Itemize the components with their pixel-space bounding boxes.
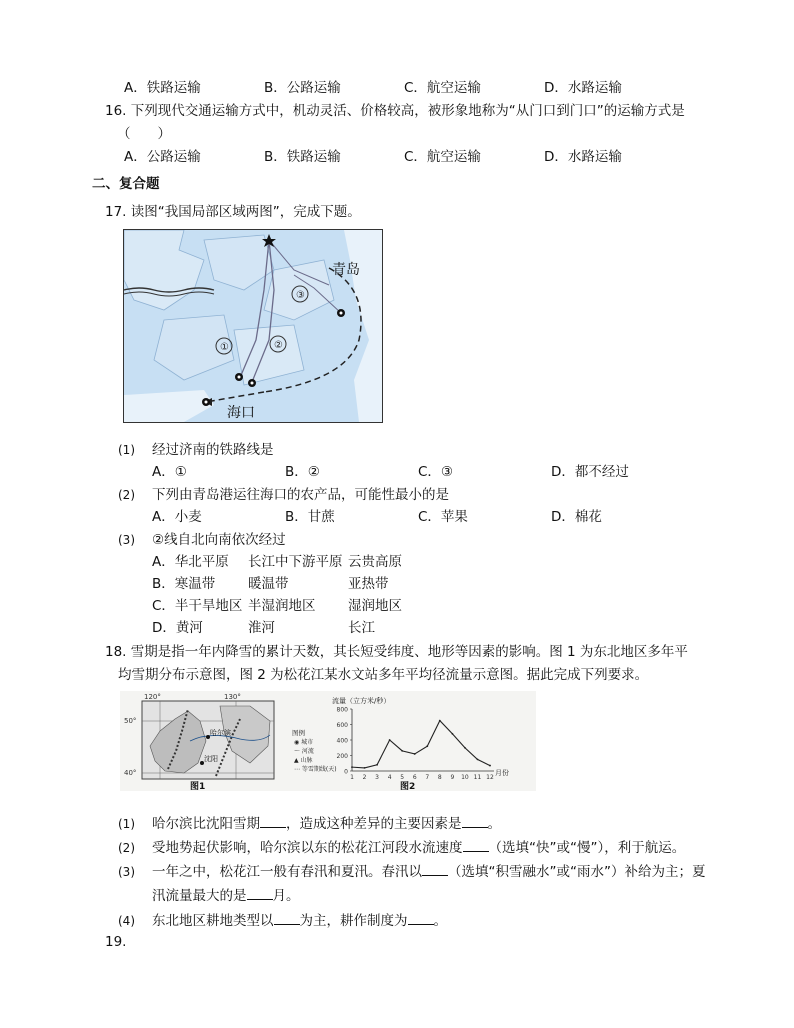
q17-sub2-text: 下列由青岛港运往海口的农产品，可能性最小的是: [152, 487, 449, 503]
q18-sub1-text-c: 。: [487, 816, 501, 832]
q18-sub4-blank-1[interactable]: [274, 911, 300, 925]
x-tick-label: 5: [400, 774, 405, 781]
runoff-chart: [337, 707, 494, 782]
x-tick-label: 10: [461, 774, 469, 781]
q18-line2: 均雪期分布示意图，图 2 为松花江某水文站多年平均径流量示意图。据此完成下列要求。: [118, 667, 649, 683]
y-tick-label: 200: [336, 753, 348, 760]
q17-stem: 17. 读图“我国局部区域两图”，完成下题。: [105, 204, 361, 220]
map-label-3: ③: [296, 290, 305, 301]
x-tick-label: 7: [425, 774, 430, 781]
q18-sub4-text-b: 为主，耕作制度为: [299, 913, 408, 929]
q18-sub4-blank-2[interactable]: [408, 911, 434, 925]
q18-sub4-num: (4): [118, 914, 135, 928]
x-tick-label: 9: [450, 774, 455, 781]
map-label-2: ②: [274, 340, 283, 351]
q18-sub3-cont-text-b: 月。: [272, 888, 300, 904]
q18-sub2-num: (2): [118, 841, 135, 855]
q17-sub2-option-b: B．甘蔗: [285, 509, 335, 525]
fig2-legend-river: ～ 河流: [294, 748, 314, 755]
map-label-qingdao: 青岛: [332, 262, 360, 278]
fig2-legend-mountain: ▲ 山脉: [294, 757, 313, 764]
y-tick-label: 800: [336, 706, 348, 714]
q18-figures-svg: [120, 691, 536, 791]
q17-sub2-option-a: A．小麦: [152, 509, 202, 525]
q17-sub3-row-a-label: A．华北平原: [152, 554, 229, 570]
y-tick-label: 0: [344, 768, 348, 776]
q17-sub3-row-d-label: D．黄河: [152, 620, 203, 636]
runoff-point: [477, 758, 479, 760]
q17-sub2-option-c: C．苹果: [418, 509, 468, 525]
q16-stem: 16. 下列现代交通运输方式中，机动灵活、价格较高，被形象地称为“从门口到门口”的运输方式是: [105, 103, 685, 119]
runoff-point: [451, 733, 453, 735]
q18-sub1-blank-1[interactable]: [260, 814, 286, 828]
runoff-point: [414, 753, 416, 755]
q18-sub4-text-a: 东北地区耕地类型以: [152, 913, 274, 929]
q17-sub1-option-c: C．③: [418, 464, 454, 480]
runoff-point: [364, 767, 366, 769]
q17-sub1-options: [152, 460, 684, 480]
q18-line1: 18. 雪期是指一年内降雪的累计天数，其长短受纬度、地形等因素的影响。图 1 为东北地区多年平: [105, 644, 688, 660]
q18-sub1-text-a: 哈尔滨比沈阳雪期: [152, 816, 260, 832]
q17-sub2-option-d: D．棉花: [551, 509, 602, 525]
q16-option-b: B．铁路运输: [264, 149, 341, 165]
runoff-point: [351, 766, 353, 768]
runoff-point: [389, 739, 391, 741]
q18-sub3-text-a: 一年之中，松花江一般有春汛和夏汛。春汛以: [152, 864, 422, 880]
q17-map: [123, 229, 383, 423]
q18-figures: [120, 691, 536, 791]
q17-sub3-row-c-label: C．半干旱地区: [152, 598, 243, 614]
q17-sub1-option-a: A．①: [152, 464, 187, 480]
x-tick-label: 8: [437, 774, 442, 781]
q17-sub3-row-b-c: 亚热带: [348, 576, 389, 592]
fig1-lat1: 50°: [124, 717, 137, 725]
q17-sub3-num: (3): [118, 533, 135, 547]
q17-sub3-row-a-b: 长江中下游平原: [248, 554, 343, 570]
fig2-legend-city: ◉ 城市: [294, 739, 314, 746]
q18-sub3-blank-2[interactable]: [247, 886, 273, 900]
q16-paren: （ ）: [117, 126, 171, 142]
y-tick-label: 400: [336, 737, 348, 745]
q17-sub2: [118, 483, 449, 503]
q17-sub3-row-c-c: 湿润地区: [348, 598, 402, 614]
fig1-lon1: 120°: [144, 693, 161, 701]
runoff-point: [464, 747, 466, 749]
q15-options: [124, 76, 684, 96]
q17-sub2-num: (2): [118, 488, 135, 502]
q17-sub1-num: (1): [118, 443, 135, 457]
map-label-1: ①: [220, 342, 229, 353]
map-svg: [124, 230, 382, 422]
x-tick-label: 12: [486, 774, 494, 781]
fig2-legend-snowline: ⋯ 等雪期线(天): [294, 766, 337, 773]
x-tick-label: 4: [387, 774, 392, 781]
q18-sub1-num: (1): [118, 817, 135, 831]
q18-sub2-blank-1[interactable]: [463, 838, 489, 852]
x-tick-label: 6: [412, 774, 417, 781]
q18-sub4: [118, 909, 447, 929]
q16-options: [124, 145, 684, 165]
x-tick-label: 2: [362, 774, 367, 781]
q17-sub3-row-d: [152, 616, 375, 636]
q19-number: 19.: [105, 934, 127, 950]
q16-option-c: C．航空运输: [404, 149, 481, 165]
runoff-line: [352, 721, 490, 768]
q17-sub1-option-d: D．都不经过: [551, 464, 629, 480]
fig1-lat2: 40°: [124, 769, 137, 777]
q17-sub1-text: 经过济南的铁路线是: [152, 442, 274, 458]
runoff-point: [426, 745, 428, 747]
q18-sub3-cont-text-a: 汛流量最大的是: [152, 888, 247, 904]
fig1-city-shenyang: 沈阳: [204, 755, 218, 763]
q17-sub3-row-c: [152, 594, 402, 614]
q18-sub1: [118, 812, 501, 832]
q16-option-d: D．水路运输: [544, 149, 622, 165]
runoff-point: [489, 765, 491, 767]
x-tick-label: 11: [473, 774, 482, 781]
y-tick-label: 600: [336, 722, 348, 729]
q18-sub3-cont: [152, 884, 300, 904]
q16-option-a: A．公路运输: [124, 149, 201, 165]
q17-sub3-row-b-b: 暖温带: [248, 576, 289, 592]
q17-sub3-text: ②线自北向南依次经过: [152, 532, 286, 548]
fig2-ylabel: 流量（立方米/秒）: [332, 697, 391, 705]
section-title: 二、复合题: [92, 176, 160, 192]
q18-sub4-text-c: 。: [433, 913, 447, 929]
q17-sub3-row-d-b: 淮河: [248, 620, 275, 636]
q17-sub3-row-d-c: 长江: [348, 620, 375, 636]
q17-sub3: [118, 528, 286, 548]
q17-sub3-row-c-b: 半湿润地区: [248, 598, 316, 614]
q17-sub1-option-b: B．②: [285, 464, 320, 480]
q18-sub2-text-a: 受地势起伏影响，哈尔滨以东的松花江河段水流速度: [152, 840, 463, 856]
map-label-haikou: 海口: [227, 405, 255, 421]
fig1-city-harbin: 哈尔滨: [210, 729, 231, 737]
fig1-lon2: 130°: [224, 693, 241, 701]
q17-sub3-row-a: [152, 550, 402, 570]
runoff-point: [401, 750, 403, 752]
q15-option-c: C．航空运输: [404, 80, 481, 96]
q18-sub3-text-b: （选填“积雪融水”或“雨水”）补给为主；夏: [448, 864, 706, 880]
fig1-label: 图1: [190, 782, 206, 791]
fig2-label: 图2: [400, 782, 416, 791]
q17-sub2-options: [152, 505, 684, 525]
q18-sub3-blank-1[interactable]: [422, 862, 448, 876]
runoff-point: [439, 720, 441, 722]
q18-sub3: [118, 860, 705, 880]
q18-sub1-blank-2[interactable]: [462, 814, 488, 828]
q18-sub2: [118, 836, 685, 856]
q15-option-a: A．铁路运输: [124, 80, 201, 96]
q18-sub3-num: (3): [118, 865, 135, 879]
q17-sub1: [118, 438, 274, 458]
q15-option-d: D．水路运输: [544, 80, 622, 96]
runoff-point: [376, 764, 378, 766]
q18-sub2-text-b: （选填“快”或“慢”），利于航运。: [488, 840, 686, 856]
q18-sub1-text-b: ，造成这种差异的主要因素是: [286, 816, 462, 832]
fig2-xlabel: 月份: [495, 769, 509, 777]
q17-sub3-row-b: [152, 572, 389, 592]
q17-sub3-row-a-c: 云贵高原: [348, 554, 402, 570]
q17-sub3-row-b-label: B．寒温带: [152, 576, 216, 592]
x-tick-label: 3: [375, 774, 380, 781]
q15-option-b: B．公路运输: [264, 80, 341, 96]
fig2-legend-title: 图例: [292, 729, 305, 737]
x-tick-label: 1: [350, 774, 354, 781]
